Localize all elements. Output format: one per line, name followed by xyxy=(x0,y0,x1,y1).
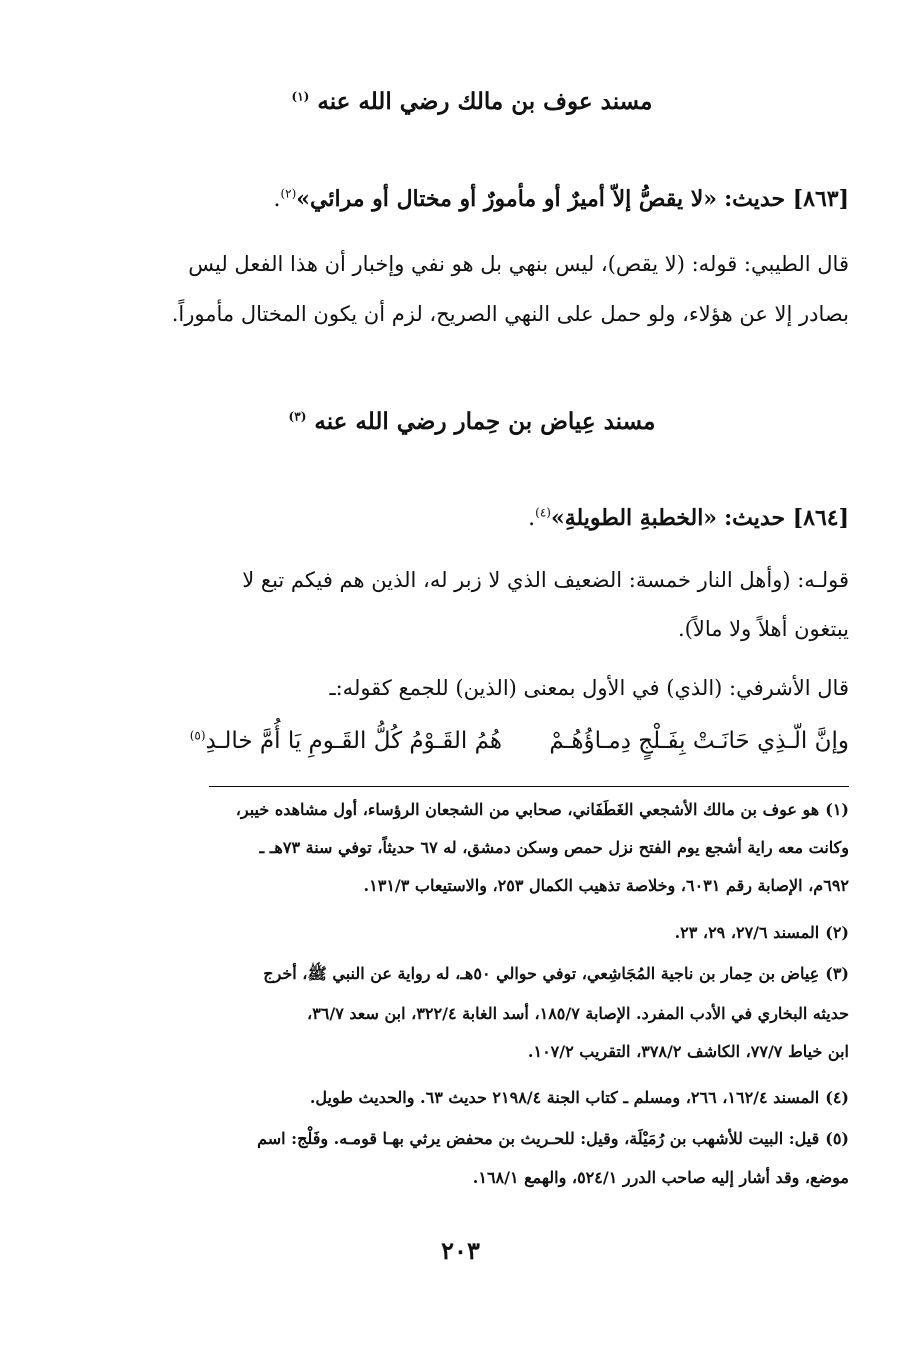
paragraph-line: قولـه: (وأهل النار خمسة: الضعيف الذي لا زبر له، الذين هم فيكم تبع لا xyxy=(242,568,849,592)
hadith-label: [٨٦٣] حديث: xyxy=(724,186,849,212)
footnote-separator xyxy=(209,786,849,787)
paragraph-line: بصادر إلا عن هؤلاء، ولو حمل على النهي الصريح، لزم أن يكون المختال مأموراً. xyxy=(171,302,849,326)
footnote-line: المسند ١٦٢/٤، ٢٦٦، ومسلم ـ كتاب الجنة ٢١٩٨/٤ حديث ٦٣. والحديث طويل. xyxy=(309,1088,820,1107)
footnote-ref: (٣) xyxy=(288,409,307,424)
footnote-number: (٤) xyxy=(825,1088,849,1107)
page-number: ٢٠٣ xyxy=(441,1236,480,1265)
footnote-line: قيل: البيت للأشهب بن رُمَيْلَة، وقيل: للحـريث بن محفض يرثي بهـا قومـه. وفَلْج: اسم xyxy=(257,1129,820,1148)
poetry-verse xyxy=(95,728,849,754)
footnote-3 xyxy=(95,964,849,987)
footnote-5 xyxy=(95,1129,849,1148)
footnote-number: (٣) xyxy=(825,964,849,983)
hadith-label: [٨٦٤] حديث: xyxy=(724,505,849,531)
hadith-text: «الخطبةِ الطويلةِ» xyxy=(550,505,718,531)
paragraph-line: قال الطيبي: قوله: (لا يقص)، ليس بنهي بل هو نفي وإخبار أن هذا الفعل ليس xyxy=(188,252,849,276)
footnote-1 xyxy=(95,800,849,819)
footnote-number: (٥) xyxy=(825,1129,849,1148)
verse-second-hemistich: هُمُ القَـوْمُ كُلُّ القَـومِ يَا أُمَّ خالـدِ xyxy=(205,728,503,754)
paragraph-line: يبتغون أهلاً ولا مالاً). xyxy=(678,617,849,641)
footnote-ref: (١) xyxy=(291,89,310,104)
section-heading-awf xyxy=(95,88,849,115)
footnote-line: موضع، وقد أشار إليه صاحب الدرر ٥٢٤/١، والهمع ١٦٨/١. xyxy=(472,1168,849,1187)
footnote-line: وكانت معه راية أشجع يوم الفتح نزل حمص وسكن دمشق، له ٦٧ حديثاً، توفي سنة ٧٣هـ ـ xyxy=(259,838,849,857)
footnote-line: المسند ٢٧/٦، ٢٩، ٢٣. xyxy=(674,923,820,942)
footnote-line: ٦٩٢م، الإصابة رقم ٦٠٣١، وخلاصة تذهيب الكمال ٢٥٣، والاستيعاب ١٣١/٣. xyxy=(363,876,849,895)
footnote-number: (١) xyxy=(825,800,849,819)
footnote-line: هو عوف بن مالك الأشجعي الغَطَفَاني، صحابي من الشجعان الرؤساء، أول مشاهده خيبر، xyxy=(235,800,820,819)
footnote-line: حديثه البخاري في الأدب المفرد. الإصابة ١٨٥/٧، أسد الغابة ٣٢٢/٤، ابن سعد ٣٦/٧، xyxy=(307,1004,849,1023)
footnote-ref: (٥) xyxy=(189,728,206,743)
footnote-ref: (٢) xyxy=(280,186,297,201)
footnote-line: ابن خياط ٧٧/٧، الكاشف ٣٧٨/٢، التقريب ١٠٧/٢. xyxy=(527,1042,849,1061)
footnote-4 xyxy=(95,1088,849,1107)
hadith-863: [٨٦٣] حديث: «لا يقصُّ إلاّ أميرٌ أو مأمورٌ أو مختال أو مرائي»$^{(٢)}$. xyxy=(273,186,849,212)
footnote-line: عِياض بن حِمار بن ناجية المُجَاشِعي، توفي حوالي ٥٠هـ، له رواية عن النبي ﷺ، أخرج xyxy=(263,964,820,983)
footnote-2 xyxy=(95,923,849,942)
section-heading-iyad xyxy=(95,408,849,435)
verse-first-hemistich: وإنَّ الّـذِي حَانَـتْ بِفَـلْجٍ دِمـاؤُهُـمْ xyxy=(549,728,849,754)
hadith-864: [٨٦٤] حديث: «الخطبةِ الطويلةِ»$^{(٤)}$. xyxy=(528,505,849,531)
hadith-text: «لا يقصُّ إلاّ أميرٌ أو مأمورٌ أو مختال أو مرائي» xyxy=(296,186,718,212)
footnote-number: (٢) xyxy=(825,923,849,942)
paragraph-line: قال الأشرفي: (الذي) في الأول بمعنى (الذين) للجمع كقوله:ـ xyxy=(329,676,849,700)
footnote-ref: (٤) xyxy=(535,505,551,520)
heading-text: مسند عِياض بن حِمار رضي الله عنه xyxy=(314,408,656,435)
heading-text: مسند عوف بن مالك رضي الله عنه xyxy=(317,88,653,115)
